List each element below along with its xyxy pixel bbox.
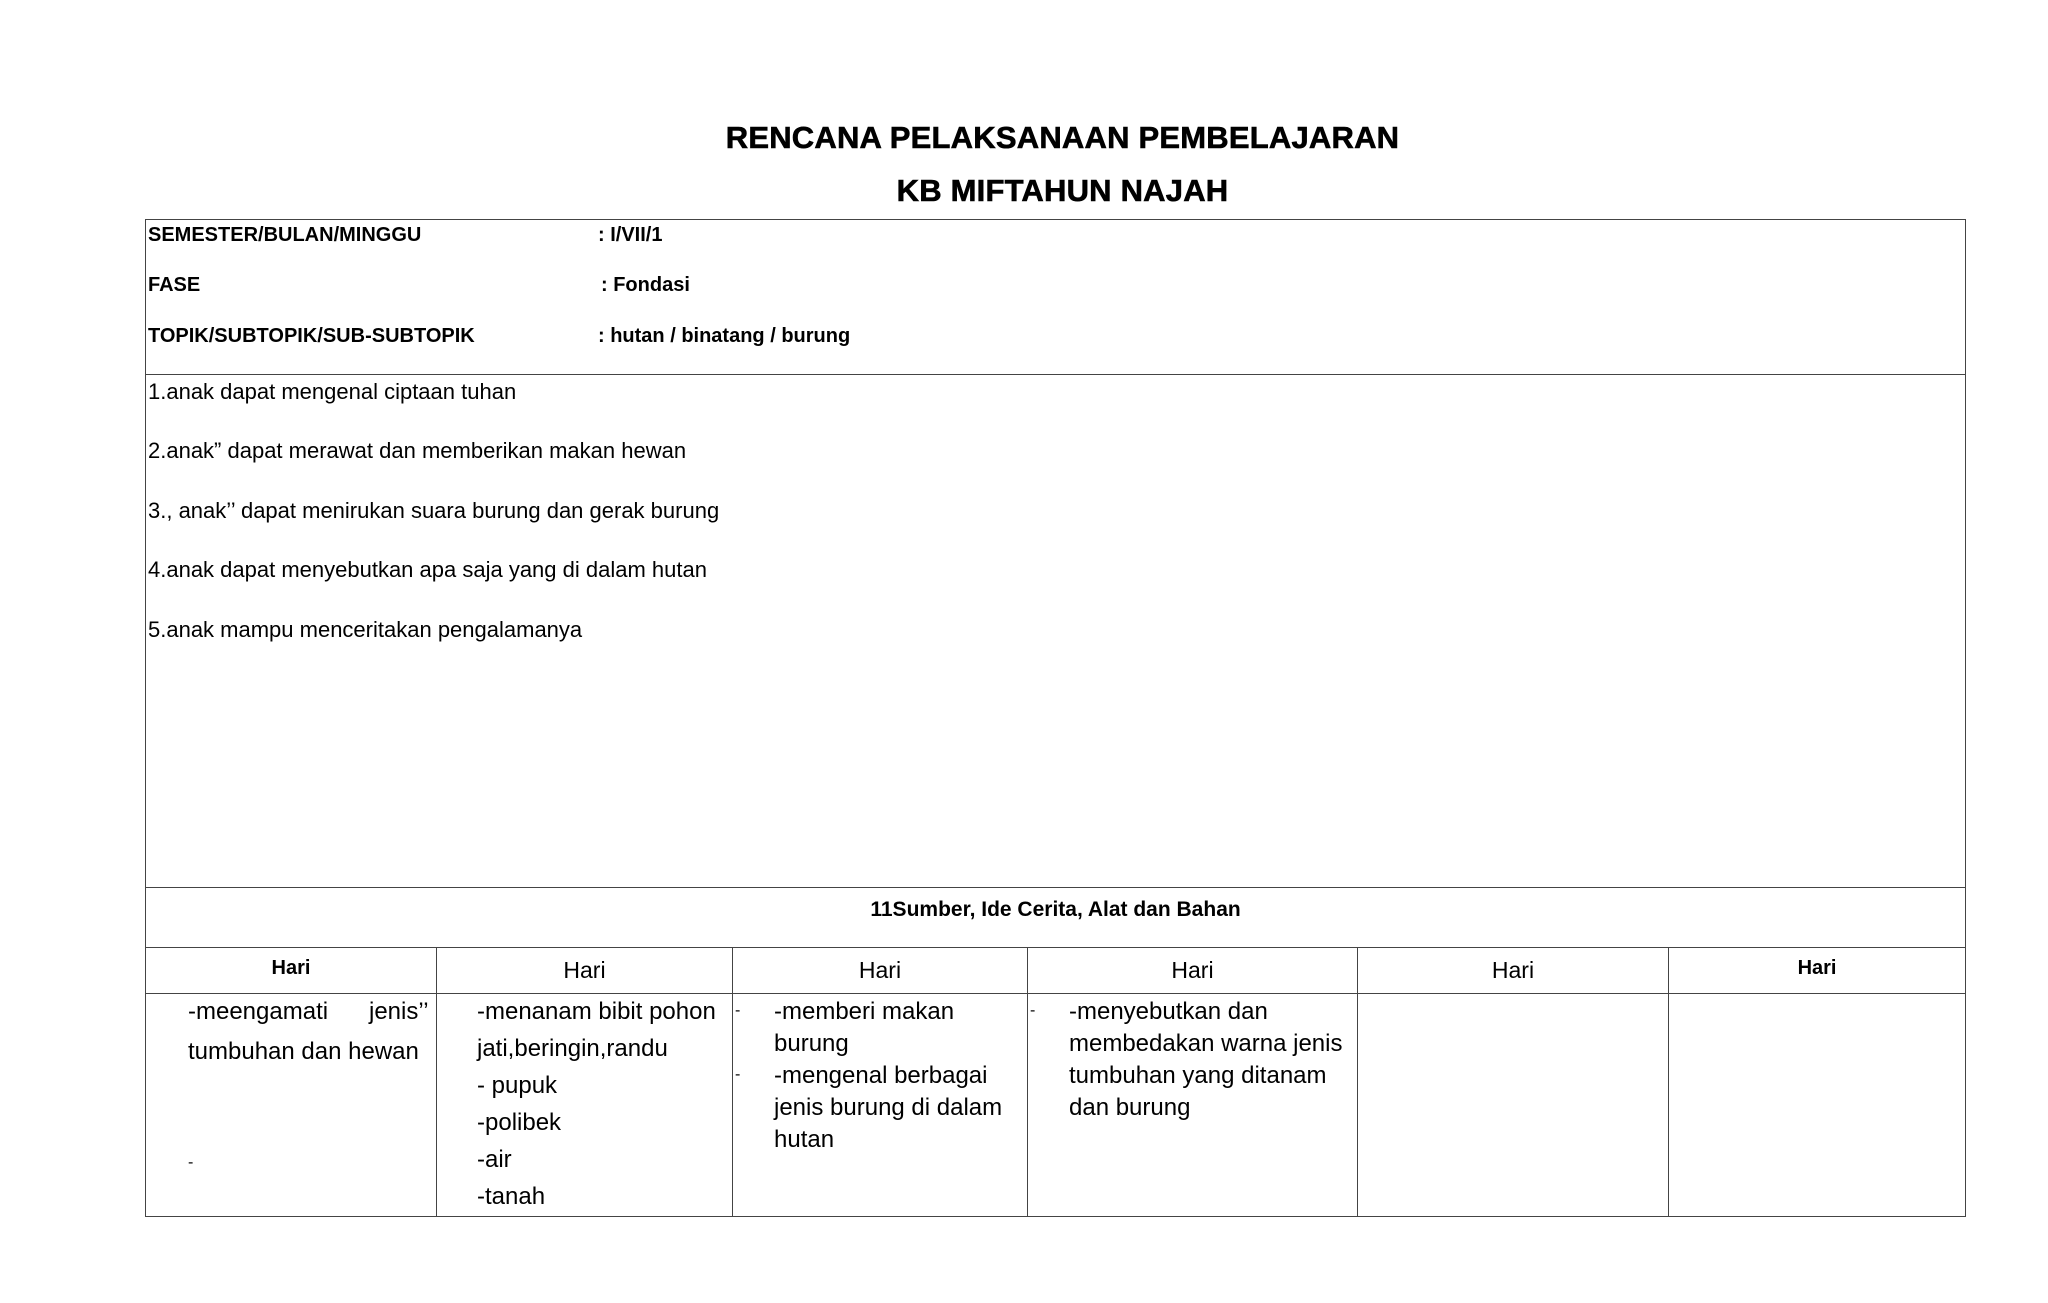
activity-cell-day4	[1028, 994, 1358, 1217]
activity-cell-day3	[733, 994, 1028, 1217]
meta-value: : I/VII/1	[598, 224, 663, 246]
activity-text: dan burung	[1069, 1094, 1191, 1121]
activity-text: tumbuhan yang ditanam	[1069, 1062, 1327, 1089]
bullet-dash: -	[1030, 1002, 1036, 1019]
goal-item: 5.anak mampu menceritakan pengalamanya	[148, 617, 583, 642]
activity-text: -air	[477, 1146, 512, 1173]
activity-cell-day2	[437, 994, 733, 1217]
meta-label: TOPIK/SUBTOPIK/SUB-SUBTOPIK	[148, 325, 475, 347]
activity-text: -mengenal berbagai	[774, 1062, 988, 1089]
activity-text: -polibek	[477, 1109, 562, 1136]
activity-text: hutan	[774, 1126, 835, 1153]
activity-text: jenis burung di dalam	[774, 1094, 1003, 1121]
activity-text: membedakan warna jenis	[1069, 1030, 1343, 1057]
day-header: Hari	[437, 948, 733, 994]
goal-item: 1.anak dapat mengenal ciptaan tuhan	[148, 379, 517, 404]
activity-text: -memberi makan	[774, 998, 955, 1025]
meta-section	[146, 220, 1966, 375]
meta-row-fase	[148, 272, 1148, 298]
meta-label: SEMESTER/BULAN/MINGGU	[148, 224, 422, 246]
bullet-dash: -	[735, 1002, 741, 1019]
activity-text: jenis’’	[369, 998, 429, 1025]
activity-cell-day6	[1669, 994, 1966, 1217]
activity-text: -meengamati	[188, 998, 329, 1025]
activity-cell-day5	[1358, 994, 1669, 1217]
activity-text: jati,beringin,randu	[477, 1035, 668, 1062]
document-title: RENCANA PELAKSANAAN PEMBELAJARAN	[725, 120, 1400, 155]
activity-cell-day1	[146, 994, 437, 1217]
activity-text: -menanam bibit pohon	[477, 998, 716, 1025]
day-header: Hari	[733, 948, 1028, 994]
school-name: KB MIFTAHUN NAJAH	[896, 173, 1229, 208]
activity-text: -tanah	[477, 1183, 546, 1210]
lesson-plan-table	[145, 219, 1966, 1217]
meta-label: FASE	[148, 274, 201, 296]
goal-item: 3., anak’’ dapat menirukan suara burung dan gerak burung	[148, 498, 720, 523]
activity-text: burung	[774, 1030, 849, 1057]
meta-value: : Fondasi	[601, 274, 690, 296]
meta-row-topik	[148, 323, 1148, 349]
goal-item: 4.anak dapat menyebutkan apa saja yang di dalam hutan	[148, 557, 707, 582]
day-header: Hari	[146, 948, 437, 994]
meta-row-semester	[148, 222, 1148, 248]
day-header: Hari	[1669, 948, 1966, 994]
activity-text: tumbuhan dan hewan	[188, 1038, 419, 1065]
goal-item: 2.anak” dapat merawat dan memberikan makan hewan	[148, 438, 687, 463]
sources-heading: 11Sumber, Ide Cerita, Alat dan Bahan	[146, 888, 1966, 948]
bullet-dash: -	[735, 1066, 741, 1083]
meta-value: : hutan / binatang / burung	[598, 325, 851, 347]
activity-text: -menyebutkan dan	[1069, 998, 1268, 1025]
bullet-dash: -	[188, 1154, 194, 1171]
day-header: Hari	[1358, 948, 1669, 994]
learning-goals-section	[146, 375, 1966, 888]
activity-text: - pupuk	[477, 1072, 558, 1099]
day-header: Hari	[1028, 948, 1358, 994]
